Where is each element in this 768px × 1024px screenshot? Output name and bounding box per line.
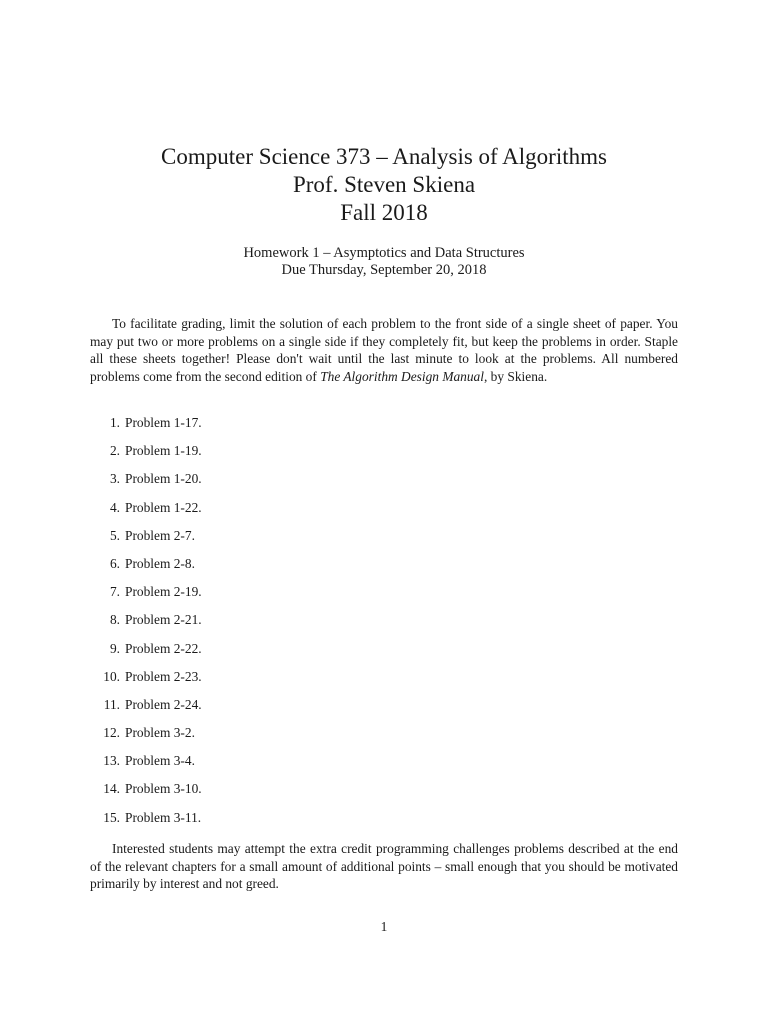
due-date: Due Thursday, September 20, 2018 xyxy=(281,262,487,278)
document-header xyxy=(0,143,768,227)
term: Fall 2018 xyxy=(340,200,428,225)
page-number: 1 xyxy=(380,919,388,934)
list-item-label: Problem 3-11. xyxy=(125,809,202,825)
list-item xyxy=(90,724,490,752)
list-item xyxy=(90,442,490,470)
list-item-label: Problem 3-4. xyxy=(125,753,195,769)
list-item-number: 6. xyxy=(109,555,120,571)
assignment-header xyxy=(0,245,768,279)
list-item-label: Problem 2-19. xyxy=(125,584,202,600)
outro-paragraph: Interested students may attempt the extra credit programming challenges problems described at the end of the relevant chapters for a small amount of additional points – small enough that you should be motivated primarily by interest and not greed. xyxy=(90,841,678,892)
professor-name: Prof. Steven Skiena xyxy=(292,172,476,197)
list-item xyxy=(90,640,490,668)
list-item-label: Problem 3-2. xyxy=(125,725,195,741)
intro-paragraph xyxy=(90,315,678,385)
list-item xyxy=(90,668,490,696)
list-item-label: Problem 3-10. xyxy=(125,781,202,797)
list-item-number: 10. xyxy=(103,668,120,684)
problem-list xyxy=(90,414,490,837)
assignment-title: Homework 1 – Asymptotics and Data Structures xyxy=(243,245,525,261)
list-item-number: 2. xyxy=(109,443,120,459)
list-item-label: Problem 1-19. xyxy=(125,443,202,459)
list-item-number: 7. xyxy=(109,584,120,600)
list-item xyxy=(90,555,490,583)
list-item xyxy=(90,414,490,442)
list-item-label: Problem 1-17. xyxy=(125,415,202,430)
list-item-label: Problem 2-7. xyxy=(125,527,195,543)
list-item-label: Problem 2-8. xyxy=(125,555,195,571)
list-item-number: 13. xyxy=(103,753,120,769)
list-item-number: 12. xyxy=(103,725,120,741)
list-item-number: 4. xyxy=(109,499,120,515)
list-item-number: 9. xyxy=(109,640,120,656)
intro-text-before: To facilitate grading, limit the solution of each problem to the front side of a single sheet of paper. You may put two or more problems on a single side if they completely fit, but keep the problems in order. Staple all these sheets together! Please don't wait until the last minute to look at the problems. All numbered problems come from the second edition of xyxy=(90,316,678,384)
list-item-number: 1. xyxy=(109,415,120,430)
list-item xyxy=(90,780,490,808)
list-item-number: 14. xyxy=(103,781,120,797)
intro-text-after: , by Skiena. xyxy=(483,368,548,384)
list-item-label: Problem 1-22. xyxy=(125,499,202,515)
list-item-number: 11. xyxy=(103,696,120,712)
list-item xyxy=(90,583,490,611)
course-title: Computer Science 373 – Analysis of Algorithms xyxy=(161,144,607,169)
list-item-number: 3. xyxy=(109,471,120,487)
list-item xyxy=(90,752,490,780)
list-item xyxy=(90,809,490,837)
list-item-label: Problem 2-22. xyxy=(125,640,202,656)
list-item-label: Problem 1-20. xyxy=(125,471,202,487)
list-item xyxy=(90,470,490,498)
list-item-number: 8. xyxy=(109,612,120,628)
list-item-label: Problem 2-23. xyxy=(125,668,202,684)
list-item-label: Problem 2-21. xyxy=(125,612,202,628)
list-item xyxy=(90,499,490,527)
list-item-number: 5. xyxy=(109,527,120,543)
list-item xyxy=(90,527,490,555)
list-item xyxy=(90,696,490,724)
list-item-label: Problem 2-24. xyxy=(125,696,202,712)
book-title: The Algorithm Design Manual xyxy=(320,368,484,384)
list-item xyxy=(90,611,490,639)
list-item-number: 15. xyxy=(103,809,120,825)
